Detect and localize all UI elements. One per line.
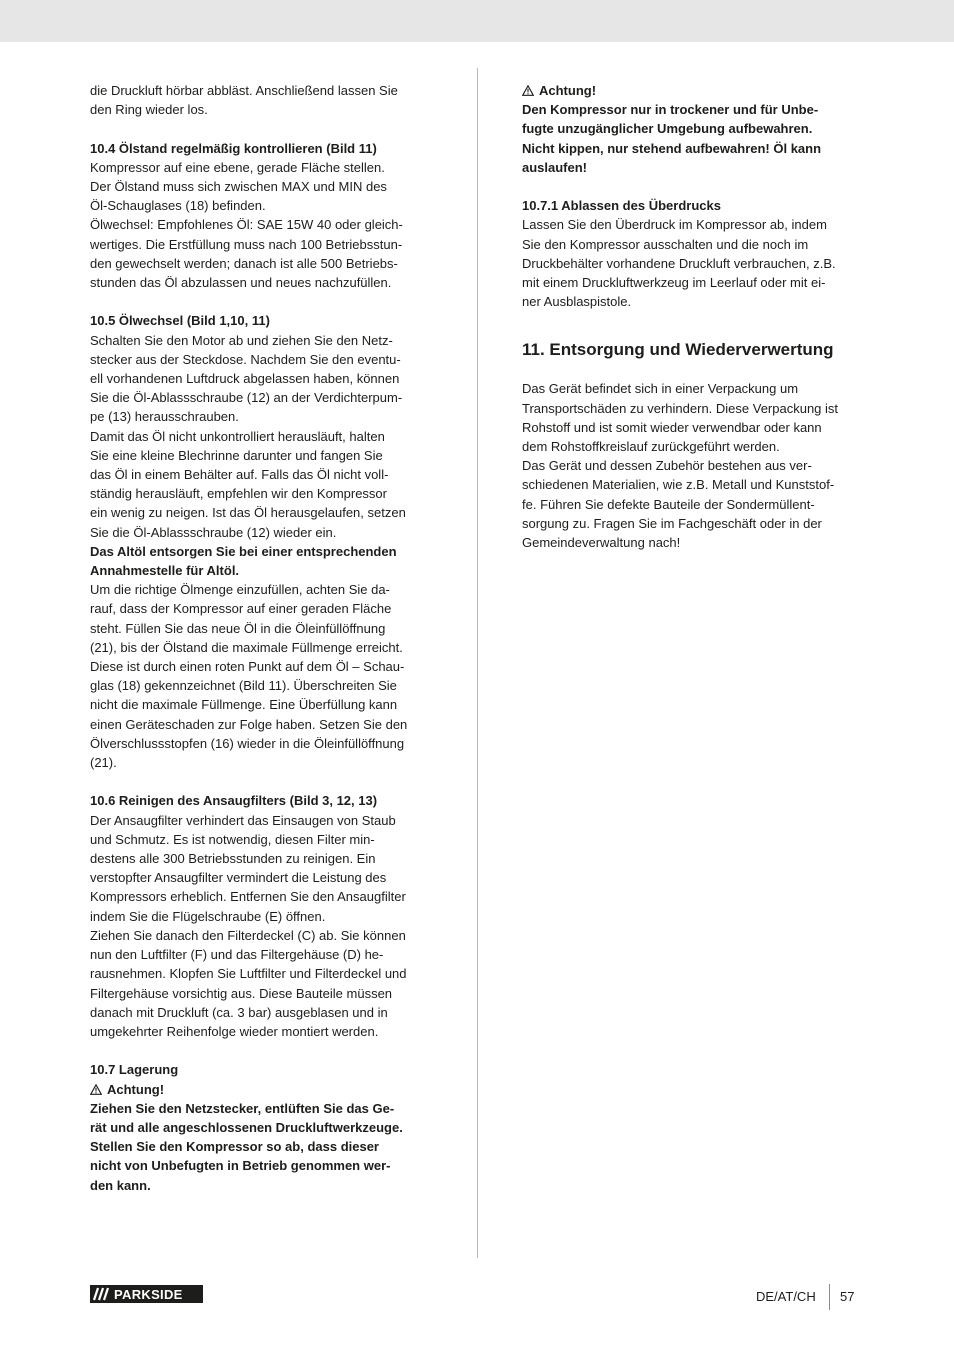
text-line: Der Ansaugfilter verhindert das Einsaugen von Staub [90,812,396,828]
text-line: pe (13) herausschrauben. [90,409,239,425]
storage-warning [522,81,872,100]
text-line: Stellen Sie den Kompressor so ab, dass dieser [90,1139,379,1155]
text-line: Ziehen Sie den Netzstecker, entlüften Sie das Ge- [90,1100,395,1116]
text-line: nun den Luftfilter (F) und das Filtergehäuse (D) he- [90,947,384,963]
text-line: nicht die maximale Füllmenge. Eine Überfüllung kann [90,697,398,713]
section-10-7-warning [90,1080,440,1099]
text-line: glas (18) gekennzeichnet (Bild 11). Überschreiten Sie [90,678,397,694]
storage-warning-text [522,100,872,177]
section-10-4-title: 10.4 Ölstand regelmäßig kontrollieren (Bild 11) [90,140,377,156]
text-line: Das Altöl entsorgen Sie bei einer entsprechenden [90,543,397,559]
text-line: ständig herausläuft, empfehlen wir den Kompressor [90,486,387,502]
warning-label: Achtung! [539,83,597,98]
parkside-stripes-icon [90,1285,112,1303]
text-line: sorgung zu. Fragen Sie im Fachgeschäft oder in der [522,515,822,531]
text-line: Lassen Sie den Überdruck im Kompressor ab, indem [522,217,827,233]
text-line: Kompressors erheblich. Entfernen Sie den Ansaugfilter [90,889,406,905]
text-line: rausnehmen. Klopfen Sie Luftfilter und Filterdeckel und [90,966,407,982]
text-line: rauf, dass der Kompressor auf einer geraden Fläche [90,601,392,617]
text-line: das Öl in einem Behälter auf. Falls das Öl nicht voll- [90,467,389,483]
page-number: 57 [840,1289,855,1304]
text-line: Das Gerät befindet sich in einer Verpackung um [522,381,799,397]
text-line: fe. Führen Sie defekte Bauteile der Sondermüllent- [522,496,815,512]
left-column [90,81,440,1195]
text-line: den gewechselt werden; danach ist alle 500 Betriebs- [90,255,398,271]
section-10-7-title: 10.7 Lagerung [90,1062,179,1078]
warning-triangle-icon [90,1084,102,1095]
text-line: schiedenen Materialien, wie z.B. Metall und Kunststof- [522,477,835,493]
text-line: nicht von Unbefugten in Betrieb genommen wer- [90,1158,391,1174]
text-line: ein wenig zu neigen. Ist das Öl herausgelaufen, setzen [90,505,406,521]
text-line: Öl-Schauglases (18) befinden. [90,198,266,214]
text-line: Um die richtige Ölmenge einzufüllen, achten Sie da- [90,582,390,598]
text-line: Transportschäden zu verhindern. Diese Verpackung ist [522,400,839,416]
text-line: verstopfter Ansaugfilter vermindert die Leistung des [90,870,387,886]
text-line: destens alle 300 Betriebsstunden zu reinigen. Ein [90,851,376,867]
section-10-7-warning-text [90,1099,440,1195]
text-line: Rohstoff und ist somit wieder verwendbar oder kann [522,419,822,435]
text-line: Sie den Kompressor ausschalten und die noch im [522,236,809,252]
text-line: Annahmestelle für Altöl. [90,563,240,579]
text-line: den Ring wieder los. [90,102,208,118]
warning-label: Achtung! [107,1081,165,1097]
section-10-7-1-title: 10.7.1 Ablassen des Überdrucks [522,198,721,214]
text-line: Sie eine kleine Blechrinne darunter und fangen Sie [90,447,383,463]
text-line: die Druckluft hörbar abbläst. Anschließend lassen Sie [90,83,398,98]
text-line: Den Kompressor nur in trockener und für Unbe- [522,102,819,118]
text-line: wertiges. Die Erstfüllung muss nach 100 Betriebsstun- [90,236,403,252]
text-line: stecker aus der Steckdose. Nachdem Sie den eventu- [90,351,401,367]
text-line: ner Ausblaspistole. [522,294,632,310]
text-line: (21). [90,755,117,771]
header-band [0,0,954,42]
text-line: Damit das Öl nicht unkontrolliert herausläuft, halten [90,428,385,444]
text-line: einen Geräteschaden zur Folge haben. Setzen Sie den [90,716,408,732]
text-line: ell vorhandenen Luftdruck abgelassen haben, können [90,371,400,387]
section-10-6-title: 10.6 Reinigen des Ansaugfilters (Bild 3, 12, 13) [90,793,378,809]
text-line: Druckbehälter vorhandene Druckluft verbrauchen, z.B. [522,255,836,271]
text-line: Diese ist durch einen roten Punkt auf dem Öl – Schau- [90,659,405,675]
text-line: und Schmutz. Es ist notwendig, diesen Filter min- [90,831,375,847]
text-line: Das Gerät und dessen Zubehör bestehen aus ver- [522,458,812,474]
text-line: den kann. [90,1177,151,1193]
warning-triangle-icon [522,85,534,96]
text-line: mit einem Druckluftwerkzeug im Leerlauf oder mit ei- [522,275,826,291]
footer-separator [829,1284,830,1310]
text-line: danach mit Druckluft (ca. 3 bar) ausgeblasen und in [90,1004,388,1020]
section-10-5-body [90,331,440,542]
column-divider [477,68,478,1258]
text-line: rät und alle angeschlossenen Druckluftwerkzeuge. [90,1119,403,1135]
text-line: umgekehrter Reihenfolge wieder montiert werden. [90,1023,379,1039]
text-line: Ölwechsel: Empfohlenes Öl: SAE 15W 40 oder gleich- [90,217,403,233]
text-line: Ölverschlussstopfen (16) wieder in die Öleinfüllöffnung [90,735,405,751]
section-11-heading: 11. Entsorgung und Wiederverwertung [522,340,834,360]
right-column [522,81,872,552]
text-line: auslaufen! [522,159,588,175]
text-line: Gemeindeverwaltung nach! [522,535,681,551]
section-10-5-body-continued [90,580,440,772]
text-line: Filtergehäuse vorsichtig aus. Diese Bauteile müssen [90,985,393,1001]
text-line: Schalten Sie den Motor ab und ziehen Sie den Netz- [90,332,393,348]
text-line: dem Rohstoffkreislauf zurückgeführt werden. [522,439,780,455]
section-10-5-disposal-note [90,542,440,580]
text-line: Sie die Öl-Ablassschraube (12) wieder ein. [90,524,337,540]
text-line: fugte unzugänglicher Umgebung aufbewahren. [522,121,813,137]
text-line: Nicht kippen, nur stehend aufbewahren! Öl kann [522,140,822,156]
text-line: steht. Füllen Sie das neue Öl in die Öleinfüllöffnung [90,620,386,636]
section-10-5-title: 10.5 Ölwechsel (Bild 1,10, 11) [90,313,270,329]
logo-text: PARKSIDE [114,1286,183,1302]
intro-text [90,81,440,119]
text-line: Sie die Öl-Ablassschraube (12) an der Verdichterpum- [90,390,403,406]
text-line: (21), bis der Ölstand die maximale Füllmenge erreicht. [90,639,403,655]
text-line: Ziehen Sie danach den Filterdeckel (C) ab. Sie können [90,927,406,943]
parkside-logo [90,1285,203,1303]
section-10-7-1-body [522,215,872,311]
text-line: stunden das Öl abzulassen und neues nachzufüllen. [90,275,392,291]
section-10-4-body [90,158,440,292]
text-line: Kompressor auf eine ebene, gerade Fläche stellen. [90,159,385,175]
text-line: Der Ölstand muss sich zwischen MAX und MIN des [90,179,387,194]
section-10-6-body [90,811,440,1041]
text-line: indem Sie die Flügelschraube (E) öffnen. [90,908,326,924]
footer-language: DE/AT/CH [756,1289,816,1304]
section-11-body [522,379,872,552]
